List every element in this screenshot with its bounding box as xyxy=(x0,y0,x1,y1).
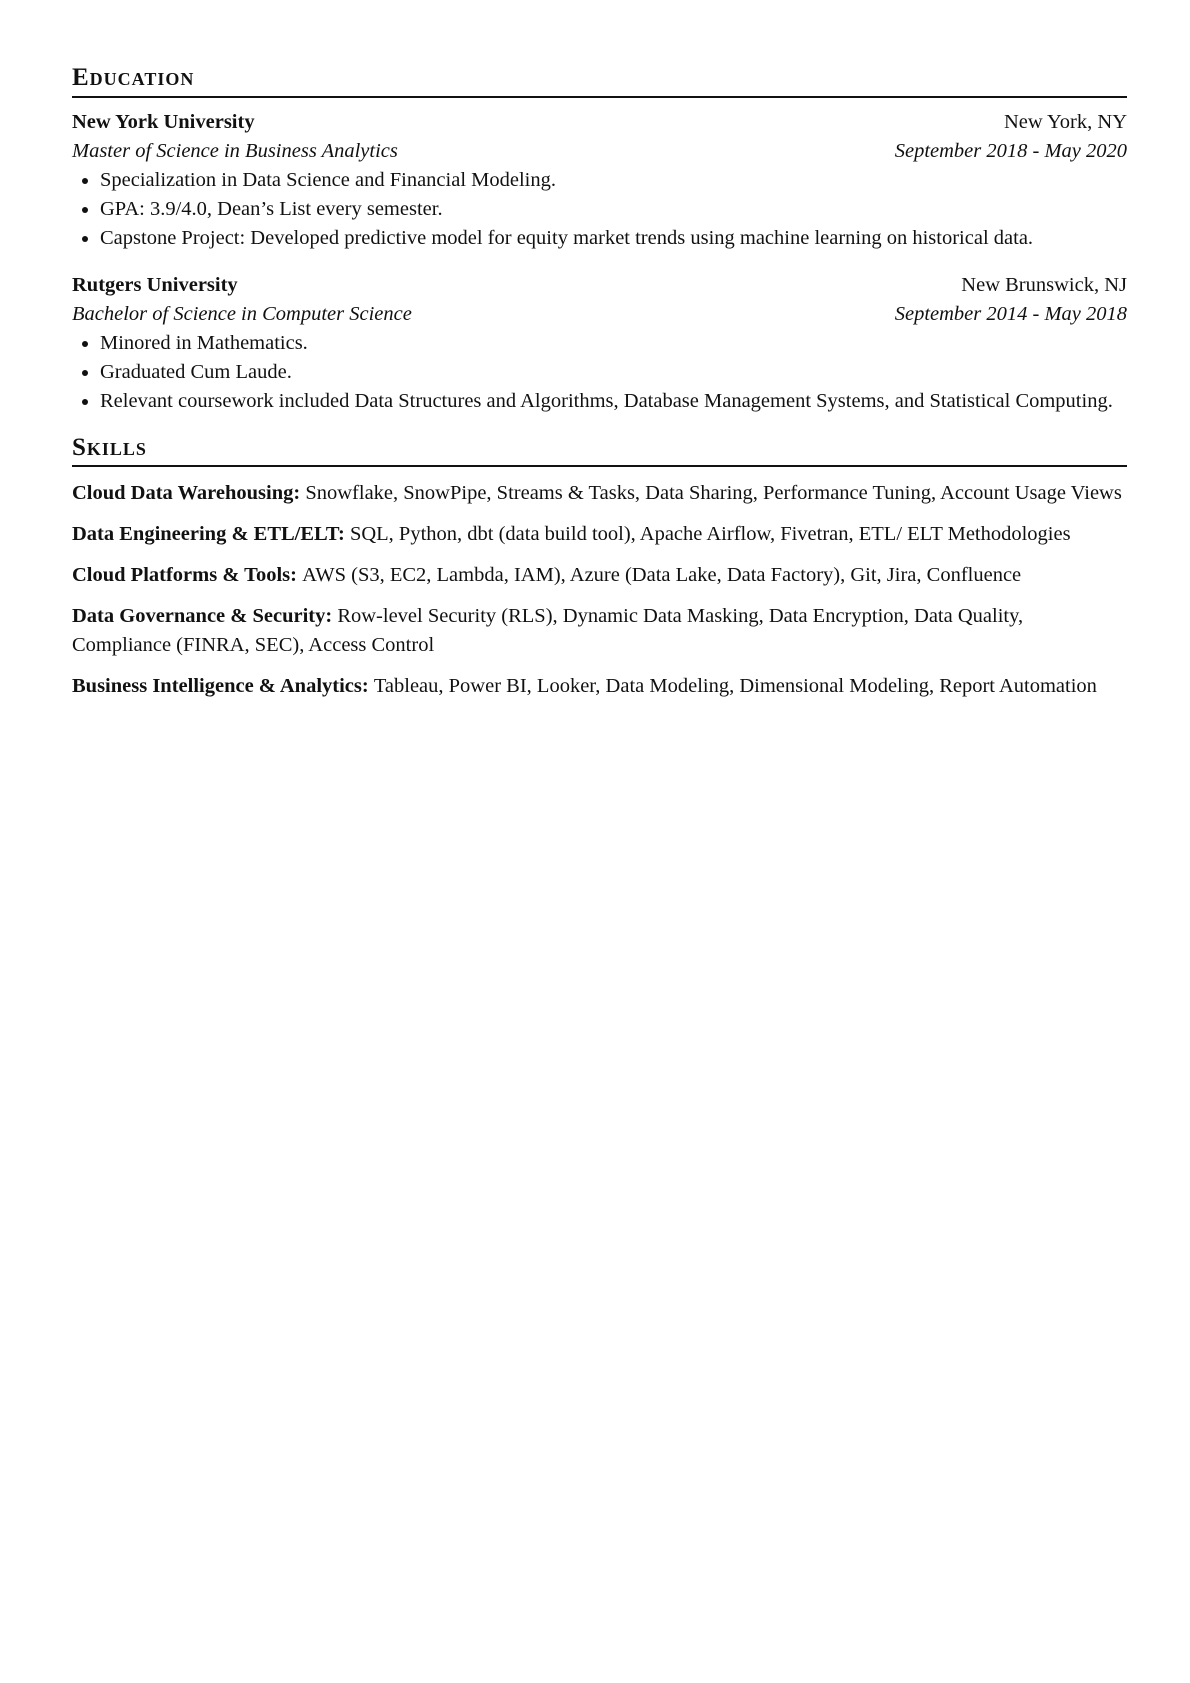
skill-row xyxy=(72,561,1127,590)
degree-dates: September 2018 - May 2020 xyxy=(894,139,1127,162)
degree-dates: September 2014 - May 2018 xyxy=(894,302,1127,325)
skill-row xyxy=(72,672,1127,701)
education-bullets xyxy=(72,329,1127,416)
skill-row xyxy=(72,520,1127,549)
education-entry-header xyxy=(72,108,1127,137)
skills-list xyxy=(72,479,1127,701)
school-location: New Brunswick, NJ xyxy=(961,273,1127,296)
education-entry-subheader xyxy=(72,137,1127,166)
skill-values: Row-level Security (RLS), Dynamic Data Masking, Data Encryption, Data Quality, Compliance (FINRA, SEC), Access Control xyxy=(72,605,1024,656)
education-bullet: • Graduated Cum Laude. xyxy=(100,358,1127,387)
skills-heading: Skills xyxy=(72,434,1127,468)
education-bullet: • Minored in Mathematics. xyxy=(100,329,1127,358)
school-location: New York, NY xyxy=(1003,110,1127,133)
school-name: New York University xyxy=(72,110,255,133)
skill-row xyxy=(72,602,1127,660)
skills-section xyxy=(72,434,1127,702)
education-entry-nyu xyxy=(72,108,1127,253)
degree-name: Master of Science in Business Analytics xyxy=(72,139,398,162)
skill-category: Cloud Data Warehousing: xyxy=(72,482,306,504)
education-bullets xyxy=(72,166,1127,253)
education-section xyxy=(72,64,1127,416)
education-entry-rutgers xyxy=(72,271,1127,416)
skill-values: Snowflake, SnowPipe, Streams & Tasks, Data Sharing, Performance Tuning, Account Usage Views xyxy=(305,482,1122,504)
education-entry-header xyxy=(72,271,1127,300)
education-bullet: • Relevant coursework included Data Structures and Algorithms, Database Management Systems, and Statistical Computing. xyxy=(100,387,1127,416)
skill-category: Business Intelligence & Analytics: xyxy=(72,675,374,697)
education-bullet: • GPA: 3.9/4.0, Dean’s List every semester. xyxy=(100,195,1127,224)
education-heading: Education xyxy=(72,64,1127,98)
resume-page xyxy=(72,64,1127,715)
skill-category: Data Engineering & ETL/ELT: xyxy=(72,523,350,545)
skill-category: Data Governance & Security: xyxy=(72,605,338,627)
education-bullet: • Specialization in Data Science and Financial Modeling. xyxy=(100,166,1127,195)
education-bullet: • Capstone Project: Developed predictive model for equity market trends using machine learning on historical data. xyxy=(100,224,1127,253)
skill-values: AWS (S3, EC2, Lambda, IAM), Azure (Data Lake, Data Factory), Git, Jira, Confluence xyxy=(302,564,1022,586)
skill-values: SQL, Python, dbt (data build tool), Apache Airflow, Fivetran, ETL/ ELT Methodologies xyxy=(349,523,1071,545)
education-entry-subheader xyxy=(72,300,1127,329)
skill-row xyxy=(72,479,1127,508)
degree-name: Bachelor of Science in Computer Science xyxy=(72,302,412,325)
school-name: Rutgers University xyxy=(72,273,238,296)
skill-category: Cloud Platforms & Tools: xyxy=(72,564,303,586)
skill-values: Tableau, Power BI, Looker, Data Modeling, Dimensional Modeling, Report Automation xyxy=(373,675,1097,697)
